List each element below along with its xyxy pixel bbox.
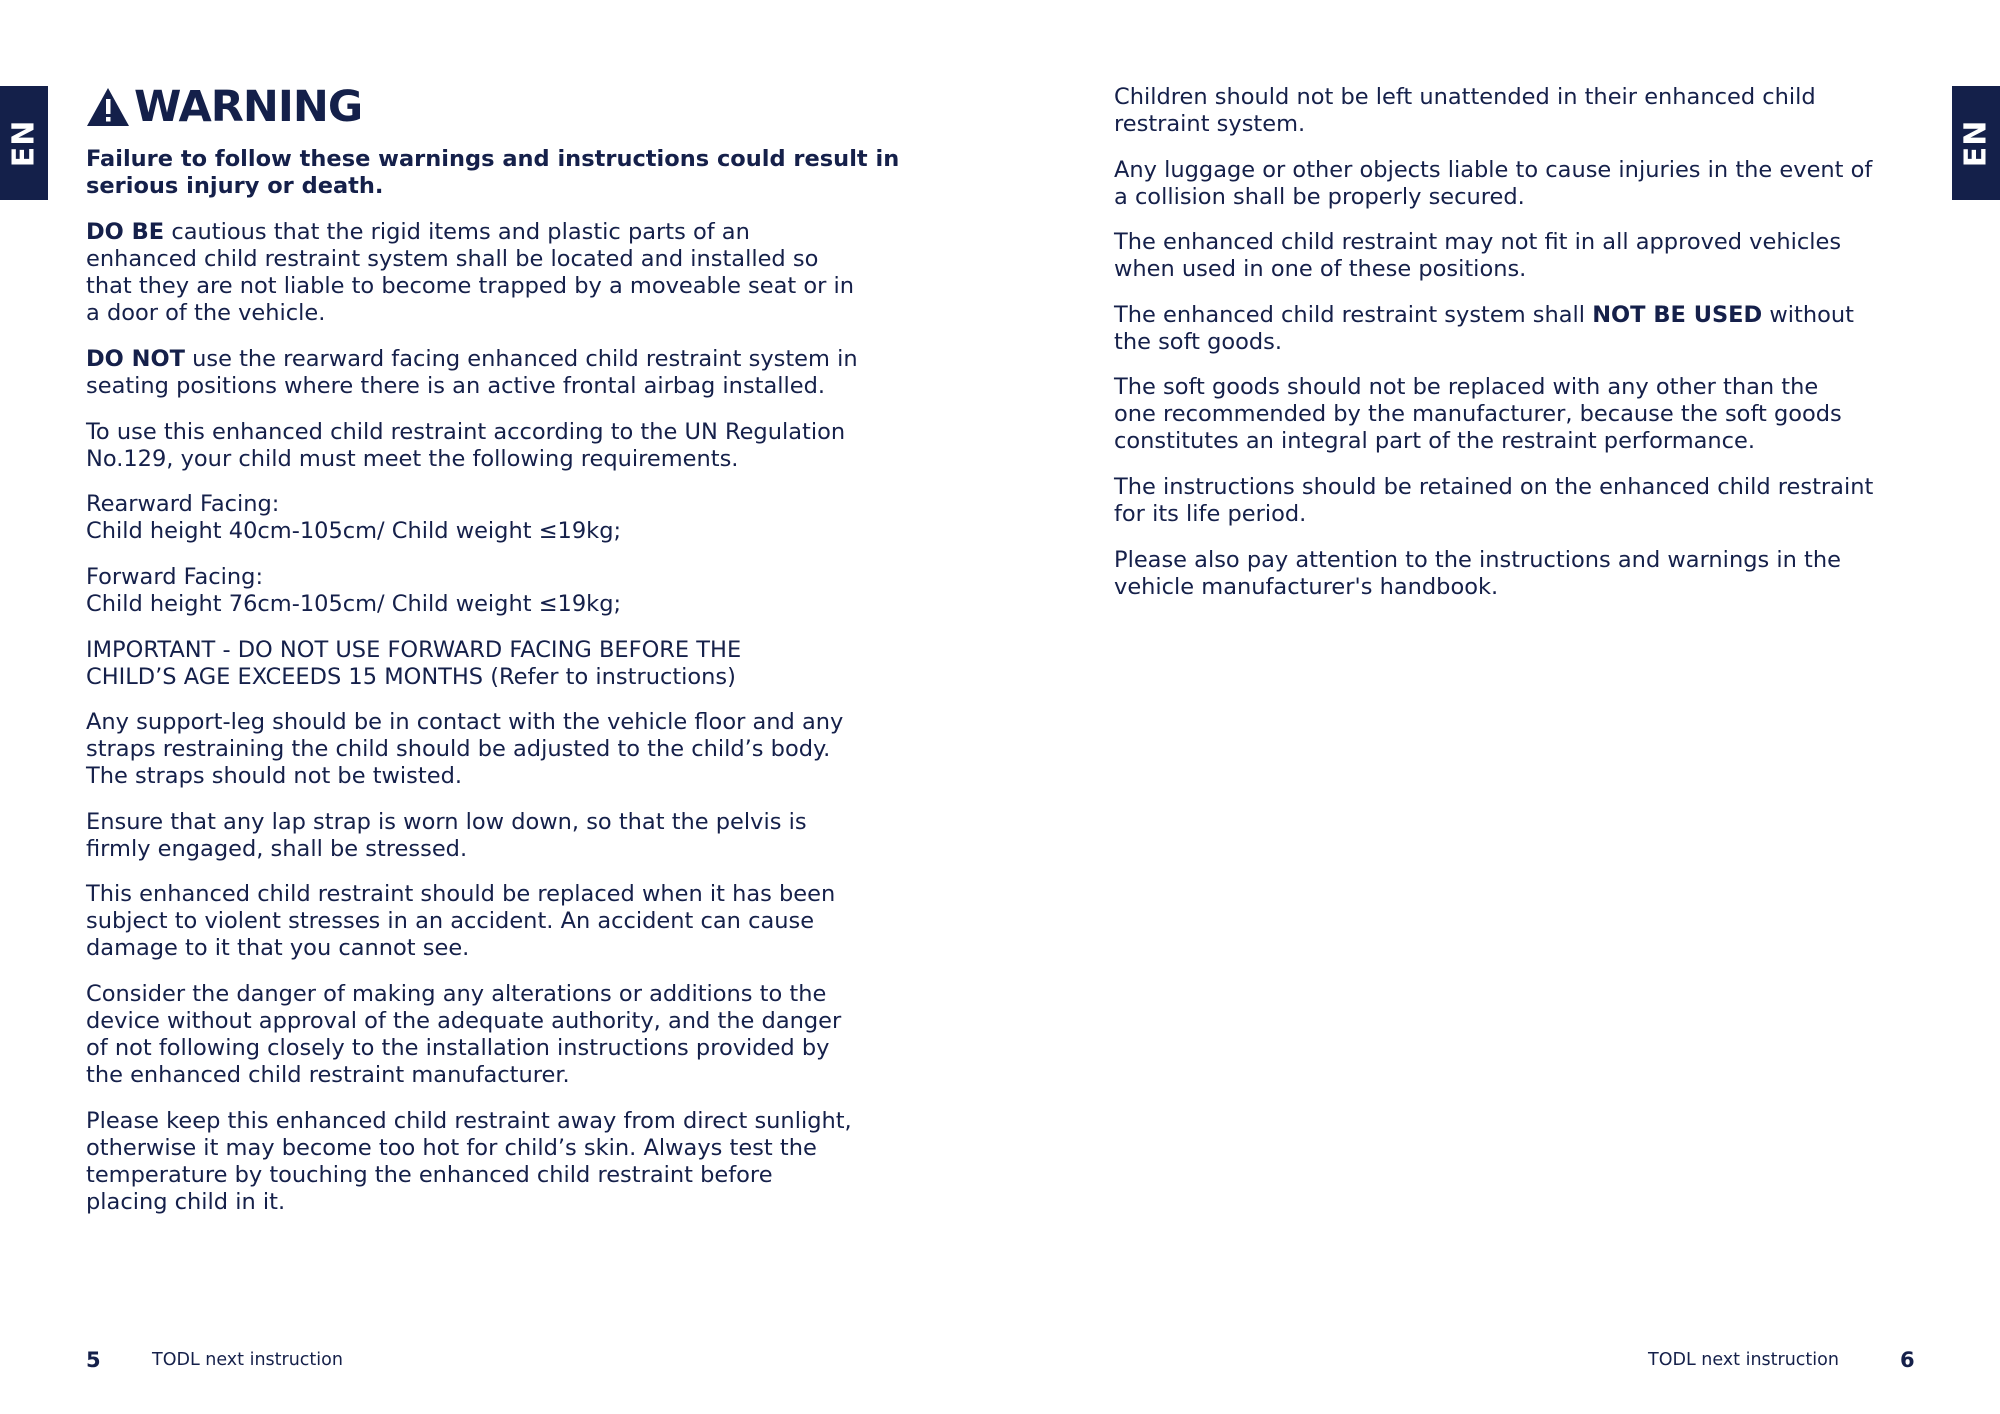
page-number-left: 5	[86, 1348, 101, 1372]
paragraph-soft-goods-required: The enhanced child restraint system shall NOT BE USED without the soft goods.	[1114, 302, 1854, 355]
paragraph-rearward: Rearward Facing: Child height 40cm-105cm/ Child weight ≤19kg;	[86, 491, 622, 544]
paragraph-regulation: To use this enhanced child restraint according to the UN Regulation No.129, your child must meet the following requirements.	[86, 419, 846, 472]
paragraph-sunlight: Please keep this enhanced child restraint away from direct sunlight, otherwise it may become too hot for child’s skin. Always test the temperature by touching the enhanced child restraint before placing child in it.	[86, 1108, 852, 1215]
paragraph-luggage: Any luggage or other objects liable to cause injuries in the event of a collision shall be properly secured.	[1114, 157, 1873, 210]
warning-heading	[86, 82, 362, 132]
language-tab-right	[1952, 86, 2000, 200]
paragraph-important: IMPORTANT - DO NOT USE FORWARD FACING BEFORE THE CHILD’S AGE EXCEEDS 15 MONTHS (Refer to instructions)	[86, 637, 742, 690]
paragraph-fit: The enhanced child restraint may not fit in all approved vehicles when used in one of these positions.	[1114, 229, 1842, 282]
paragraph-handbook: Please also pay attention to the instructions and warnings in the vehicle manufacturer's handbook.	[1114, 547, 1841, 600]
page-number-right: 6	[1900, 1348, 1915, 1372]
paragraph-do-not: DO NOT use the rearward facing enhanced child restraint system in seating positions where there is an active frontal airbag installed.	[86, 346, 858, 399]
language-tab-label: EN	[1958, 119, 1994, 167]
paragraph-replace: This enhanced child restraint should be replaced when it has been subject to violent stresses in an accident. An accident can cause damage to it that you cannot see.	[86, 881, 836, 961]
language-tab-left	[0, 86, 48, 200]
paragraph-support-leg: Any support-leg should be in contact with the vehicle floor and any straps restraining the child should be adjusted to the child’s body. The straps should not be twisted.	[86, 709, 844, 789]
warning-title: WARNING	[134, 82, 363, 132]
paragraph-forward: Forward Facing: Child height 76cm-105cm/ Child weight ≤19kg;	[86, 564, 622, 617]
paragraph-alterations: Consider the danger of making any alterations or additions to the device without approval of the adequate authority, and the danger of not following closely to the installation instructions provided by the enhanced child restraint manufacturer.	[86, 981, 842, 1088]
footer-title-left: TODL next instruction	[152, 1350, 343, 1370]
paragraph-soft-goods-replace: The soft goods should not be replaced with any other than the one recommended by the manufacturer, because the soft goods constitutes an integral part of the restraint performance.	[1114, 374, 1842, 454]
warning-intro: Failure to follow these warnings and instructions could result in serious injury or death.	[86, 146, 900, 199]
footer-title-right: TODL next instruction	[1648, 1350, 1839, 1370]
paragraph-retain: The instructions should be retained on the enhanced child restraint for its life period.	[1114, 474, 1874, 527]
paragraph-lap-strap: Ensure that any lap strap is worn low down, so that the pelvis is firmly engaged, shall be stressed.	[86, 809, 807, 862]
language-tab-label: EN	[6, 119, 42, 167]
paragraph-do-be: DO BE cautious that the rigid items and plastic parts of an enhanced child restraint system shall be located and installed so that they are not liable to become trapped by a moveable seat or in a door of the vehicle.	[86, 219, 855, 326]
warning-triangle-icon	[86, 87, 130, 127]
paragraph-unattended: Children should not be left unattended in their enhanced child restraint system.	[1114, 84, 1816, 137]
